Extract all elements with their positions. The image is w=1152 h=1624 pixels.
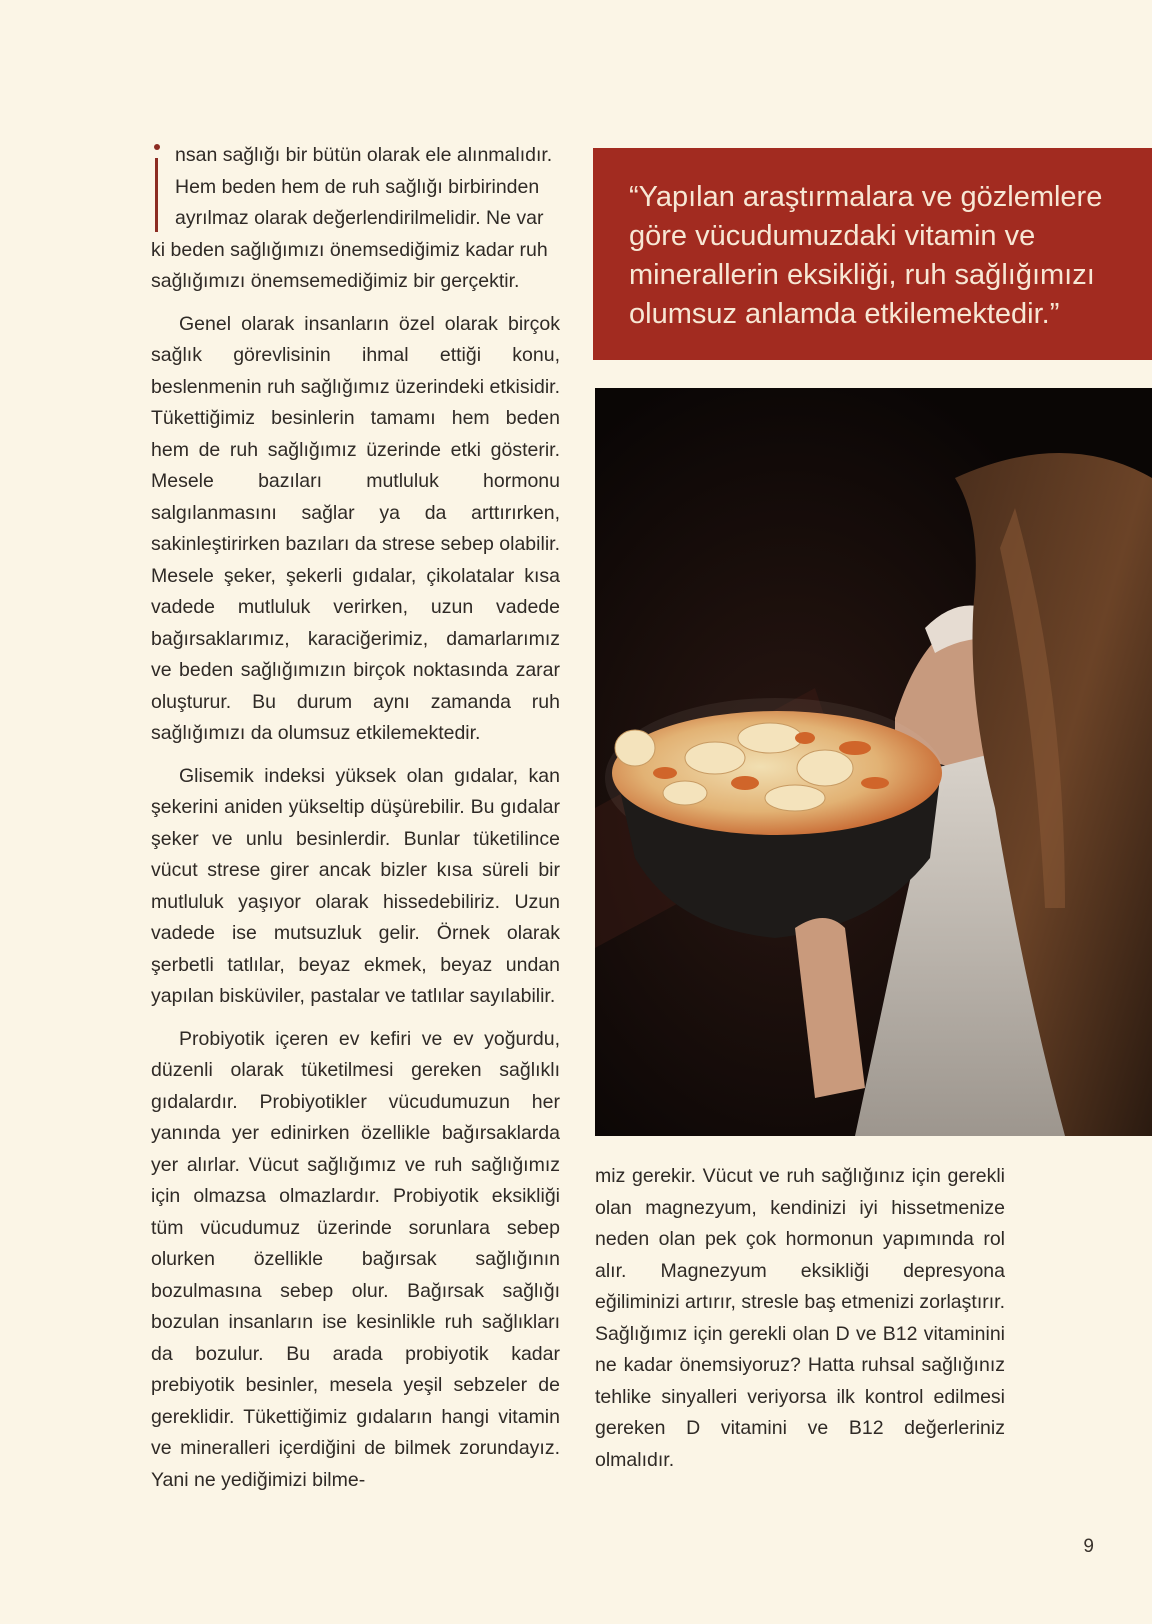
article-paragraph-3: Glisemik indeksi yüksek olan gıdalar, kan şekerini aniden yükseltip düşürebilir. Bu gıdalar şeker ve unlu besinlerdir. Bunlar tüketilince vücut strese girer ancak bizler kısa süreli bir mutluluk yaşıyor olarak hissedebiliriz. Uzun vadede ise mutsuzluk gelir. Örnek olarak şerbetli tatlılar, beyaz ekmek, beyaz undan yapılan bisküviler, pastalar ve tatlılar sayılabilir. — [151, 764, 560, 1007]
pull-quote-box — [593, 148, 1152, 360]
article-photo — [595, 388, 1152, 1136]
pull-quote-text: “Yapılan araştırmalara ve gözlemlere göre vücudumuzdaki vitamin ve minerallerin eksikliği, ruh sağlığımızı olumsuz anlamda etkilemektedir.” — [629, 181, 1103, 330]
page-number: 9 — [1083, 1536, 1094, 1557]
article-continuation: miz gerekir. Vücut ve ruh sağlığınız için gerekli olan magnezyum, kendinizi iyi hissetmenize neden olan pek çok hormonun yapımında rol alır. Magnezyum eksikliği depresyona eğiliminizi artırır, stresle baş etmenizi zorlaştırır. Sağlığımız için gerekli olan D ve B12 vitaminini ne kadar önemsiyoruz? Hatta ruhsal sağlığınız tehlike sinyalleri veriyorsa ilk kontrol edilmesi gereken D vitamini ve B12 değerleriniz olmalıdır. — [595, 1165, 1005, 1471]
article-paragraph-2: Genel olarak insanların özel olarak birçok sağlık görevlisinin ihmal ettiği konu, beslenmenin ruh sağlığımız üzerindeki etkisidir. Tükettiğimiz besinlerin tamamı hem beden hem de ruh sağlığımız üzerinde etki gösterir. Mesele bazıları mutluluk hormonu salgılanmasını sağlar ya da arttırırken, sakinleştirirken bazıları da strese sebep olabilir. Mesele şeker, şekerli gıdalar, çikolatalar kısa vadede mutluluk verirken, uzun vadede bağırsaklarımız, karaciğerimiz, damarlarımız ve beden sağlığımızın birçok noktasında zarar oluşturur. Bu durum aynı zamanda ruh sağlığımızı da olumsuz etkilemektedir. — [151, 312, 560, 744]
paragraph-text: nsan sağlığı bir bütün olarak ele alınmalıdır. Hem beden hem de ruh sağlığı birbirinden ayrılmaz olarak değerlendirilmelidir. Ne var ki beden sağlığımızı önemsediğimiz kadar ruh sağlığımızı önemsemediğimiz bir gerçektir. — [151, 144, 553, 292]
dropcap-dot — [154, 144, 160, 150]
dropcap — [155, 144, 161, 232]
dropcap-stem — [155, 158, 158, 232]
article-paragraph-1 — [151, 140, 560, 298]
woman-with-chips-bowl-image — [595, 388, 1152, 1136]
article-left-column — [151, 140, 560, 1496]
article-paragraph-4: Probiyotik içeren ev kefiri ve ev yoğurdu, düzenli olarak tüketilmesi gereken sağlıklı gıdalardır. Probiyotikler vücudumuzun her yanında yer edinirken özellikle bağırsaklarda yer alırlar. Vücut sağlığımız ve ruh sağlığımız için olmazsa olmazlardır. Probiyotik eksikliği tüm vücudumuz üzerinde sorunlara sebep olurken özellikle bağırsak sağlığının bozulmasına sebep olur. Bağırsak sağlığı bozulan insanların ise kesinlikle ruh sağlıkları da bozulur. Bu arada probiyotik kadar prebiyotik besinler, mesela yeşil sebzeler de gereklidir. Tükettiğimiz gıdaların hangi vitamin ve mineralleri içerdiğini de bilmek zorundayız. Yani ne yediğimizi bilme- — [151, 1027, 560, 1491]
article-right-column — [595, 1161, 1005, 1476]
